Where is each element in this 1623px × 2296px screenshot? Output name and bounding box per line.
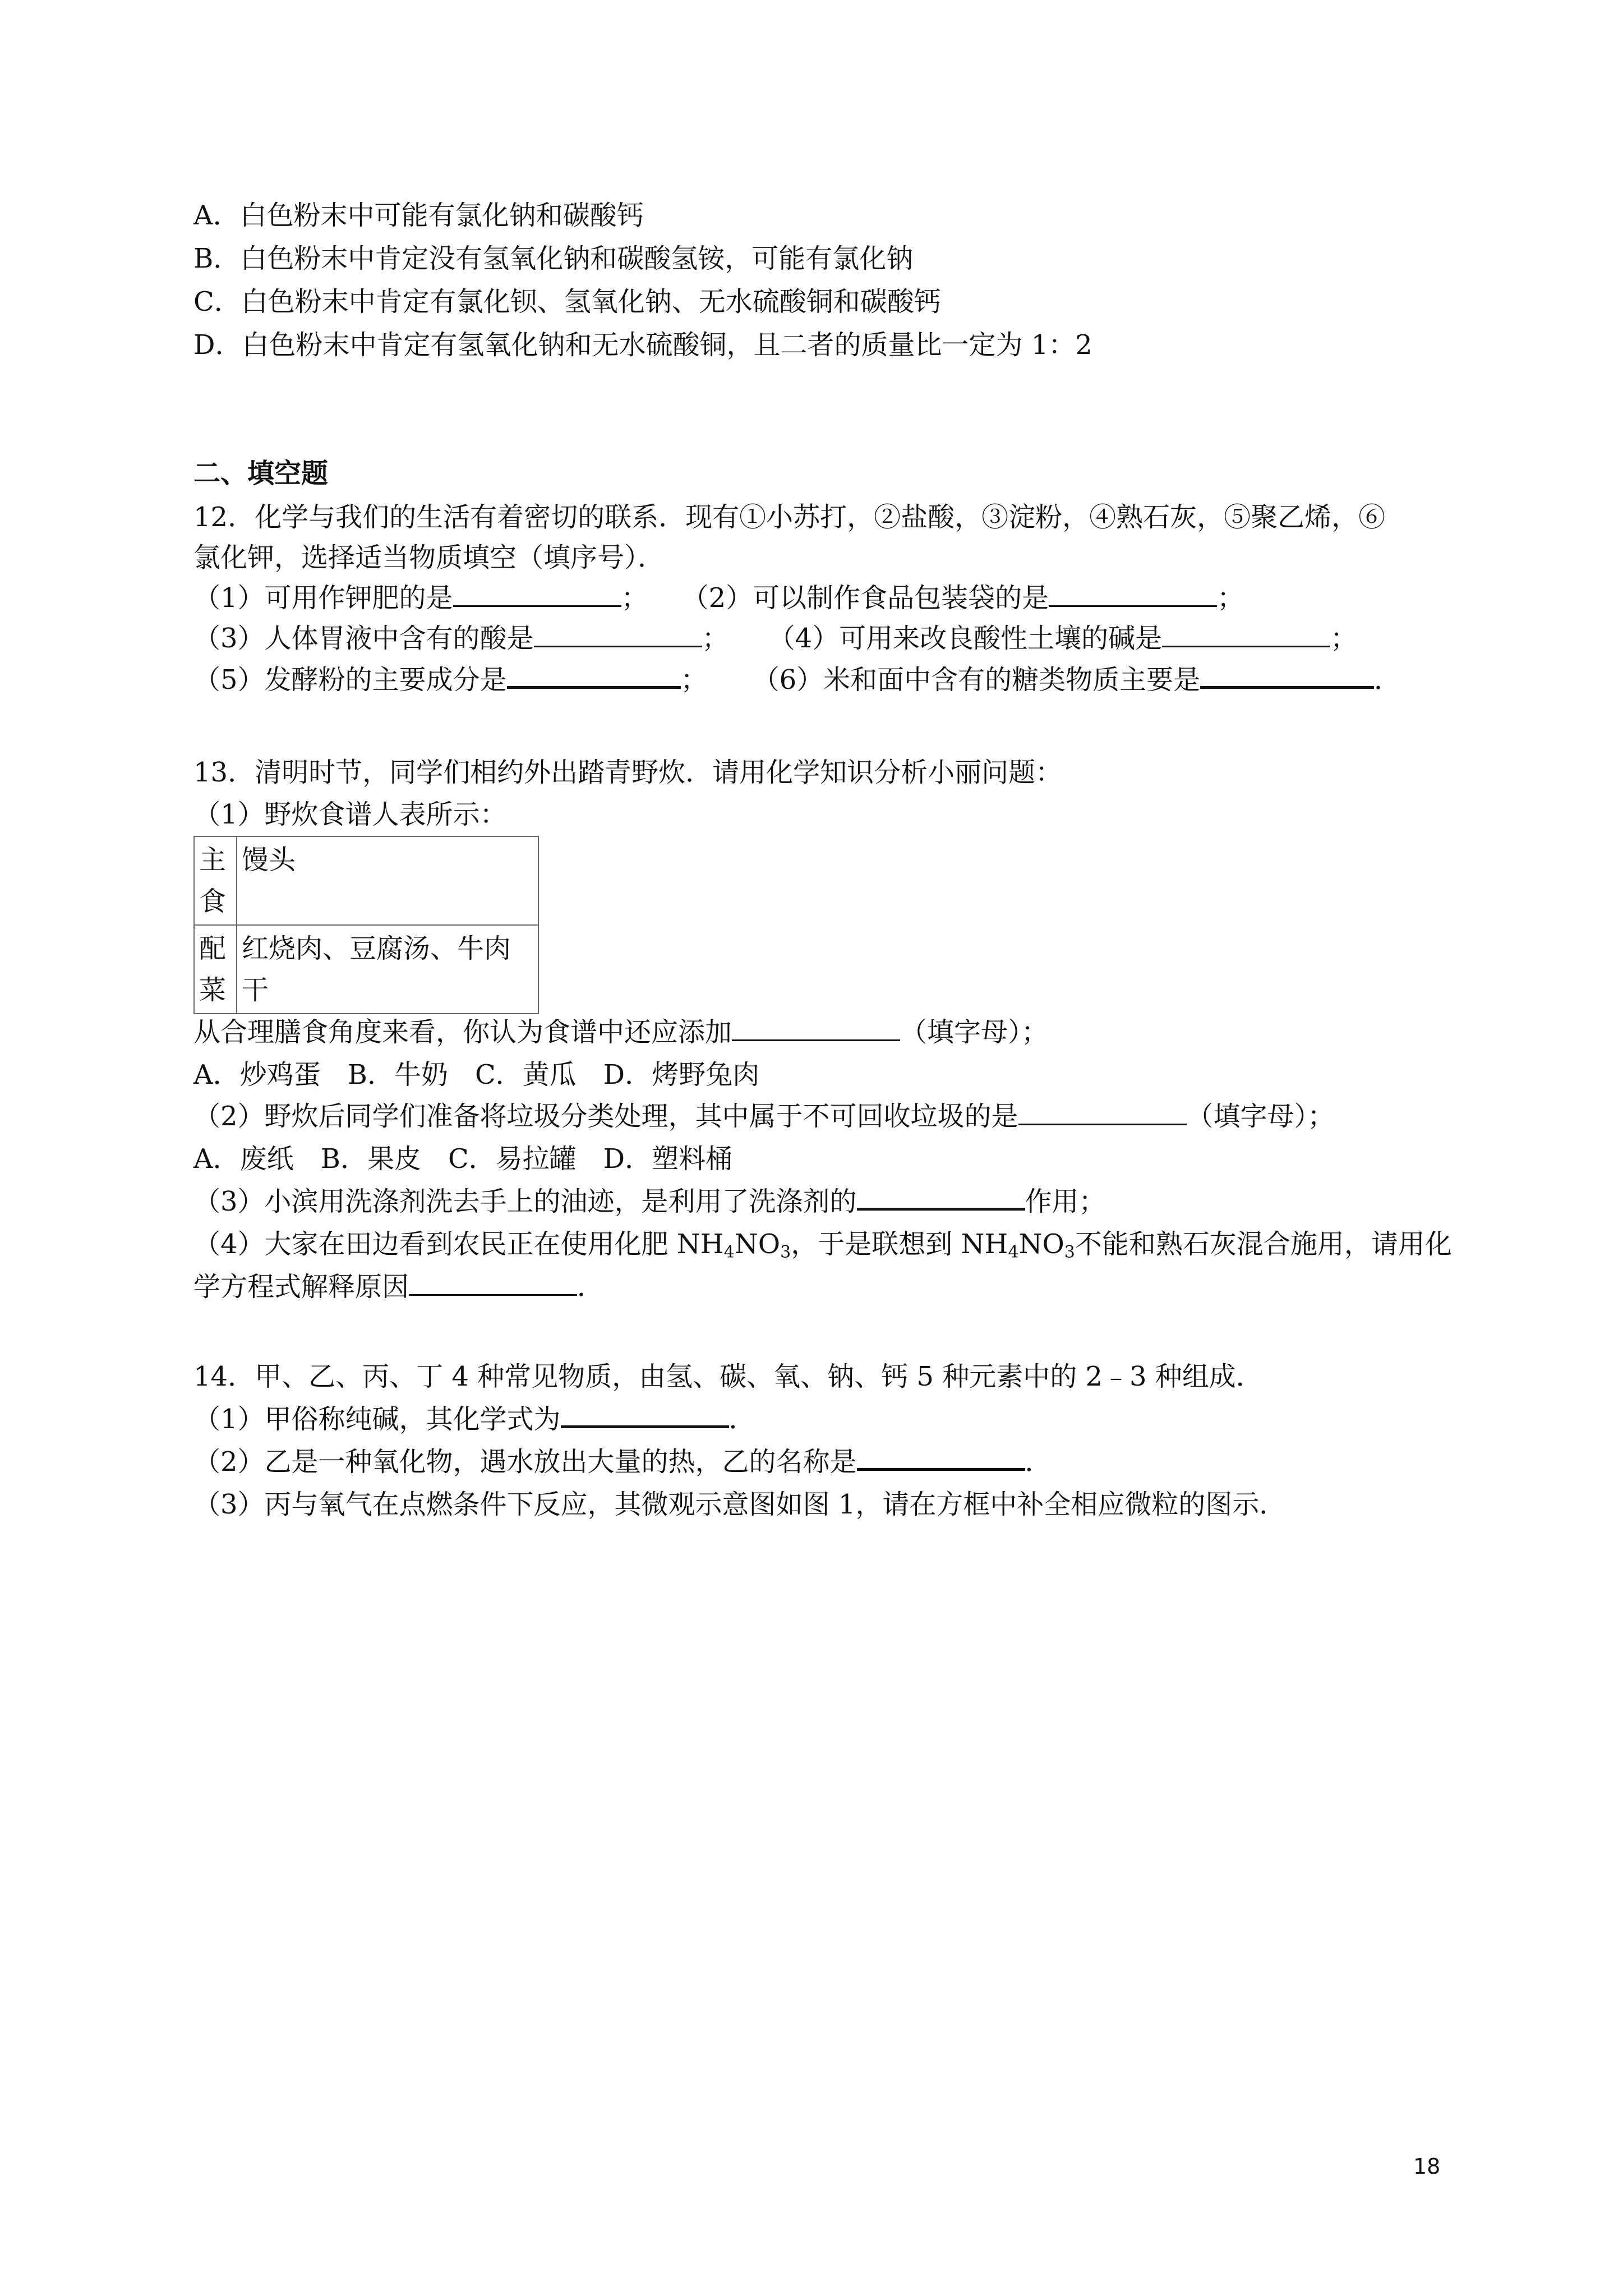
menu-value-staple: 馒头 [237,836,538,925]
q12-part6-text: （6）米和面中含有的糖类物质主要是 [752,664,1201,696]
table-row [194,925,538,1014]
q12-part4-semi: ； [1330,623,1358,654]
q14-stem: 14．甲、乙、丙、丁 4 种常见物质，由氢、碳、氧、钠、钙 5 种元素中的 2﹣3 种组成． [193,1361,1263,1392]
q12-stem-line1: 12．化学与我们的生活有着密切的联系．现有①小苏打，②盐酸，③淀粉，④熟石灰，⑤聚乙烯，⑥ [193,501,1386,533]
q13-part2-options: A．废纸 B．果皮 C．易拉罐 D．塑料桶 [193,1143,733,1175]
q12-part6-dot: ． [1374,664,1401,696]
q13-part1-intro: （1）野炊食谱人表所示： [193,799,507,830]
menu-label-dishes: 配 菜 [194,925,237,1014]
menu-value-dishes: 红烧肉、豆腐汤、牛肉干 [237,925,538,1014]
q12-part3-blank[interactable] [534,623,702,647]
q12-stem-line2: 氯化钾，选择适当物质填空（填序号）． [193,542,665,573]
q13-part4-line1: （4）大家在田边看到农民正在使用化肥 $NH_4NO_3$，于是联想到 $NH_4NO_3$不能和熟石灰混合施用，请用化 [193,1228,1452,1262]
q12-part3-semi: ； [702,623,729,654]
q13-part3-blank[interactable] [857,1185,1025,1211]
q12-row3 [193,662,1401,698]
q13-part2-blank[interactable] [1018,1101,1187,1125]
option-d: D．白色粉末中肯定有氢氧化钠和无水硫酸铜，且二者的质量比一定为 1：2 [193,329,1092,361]
q12-part5-blank[interactable] [507,664,681,689]
q12-row1 [193,580,1244,616]
q13-part2-question: （2）野炊后同学们准备将垃圾分类处理，其中属于不可回收垃圾的是 （填字母）； [193,1101,1335,1132]
q12-row2 [193,620,1357,656]
q13-part4-blank[interactable] [409,1272,577,1296]
q14-part2-blank[interactable] [857,1446,1025,1471]
q14-part2: （2）乙是一种氧化物，遇水放出大量的热，乙的名称是 ． [193,1446,1052,1478]
q12-part2-semi: ； [1217,582,1244,614]
option-a: A．白色粉末中可能有氯化钠和碳酸钙 [193,200,644,231]
q13-part1-blank[interactable] [732,1017,900,1041]
table-row [194,836,538,925]
option-b: B．白色粉末中肯定没有氢氧化钠和碳酸氢铵，可能有氯化钠 [193,243,914,274]
q13-part1-options: A．炒鸡蛋 B．牛奶 C．黄瓜 D．烤野兔肉 [193,1059,760,1091]
option-c: C．白色粉末中肯定有氯化钡、氢氧化钠、无水硫酸铜和碳酸钙 [193,286,941,318]
menu-label-staple: 主 食 [194,836,237,925]
q13-part4-line2: 学方程式解释原因 ． [193,1271,605,1303]
q13-part1-question: 从合理膳食角度来看，你认为食谱中还应添加 （填字母）； [193,1016,1049,1048]
q14-part1-blank[interactable] [561,1403,729,1428]
q14-part3: （3）丙与氧气在点燃条件下反应，其微观示意图如图 1，请在方框中补全相应微粒的图示． [193,1489,1287,1520]
section-title: 二、填空题 [193,458,329,489]
q12-part2-text: （2）可以制作食品包装袋的是 [681,582,1049,614]
page-number: 18 [1413,2154,1441,2179]
q13-stem: 13．清明时节，同学们相约外出踏青野炊．请用化学知识分析小丽问题： [193,757,1063,788]
q13-part3: （3）小滨用洗涤剂洗去手上的油迹，是利用了洗涤剂的 作用； [193,1186,1106,1217]
menu-table [193,836,539,1014]
q12-part4-text: （4）可用来改良酸性土壤的碱是 [768,623,1163,654]
q12-part1-blank[interactable] [453,583,621,607]
q12-part2-blank[interactable] [1049,583,1217,607]
q12-part1-text: （1）可用作钾肥的是 [193,582,453,614]
q12-part6-blank[interactable] [1200,664,1374,689]
q12-part4-blank[interactable] [1162,623,1330,647]
q12-part5-semi: ； [680,664,708,696]
q12-part1-semi: ； [621,582,648,614]
q14-part1: （1）甲俗称纯碱，其化学式为 ． [193,1404,756,1435]
q12-part5-text: （5）发酵粉的主要成分是 [193,664,507,696]
q12-part3-text: （3）人体胃液中含有的酸是 [193,623,534,654]
